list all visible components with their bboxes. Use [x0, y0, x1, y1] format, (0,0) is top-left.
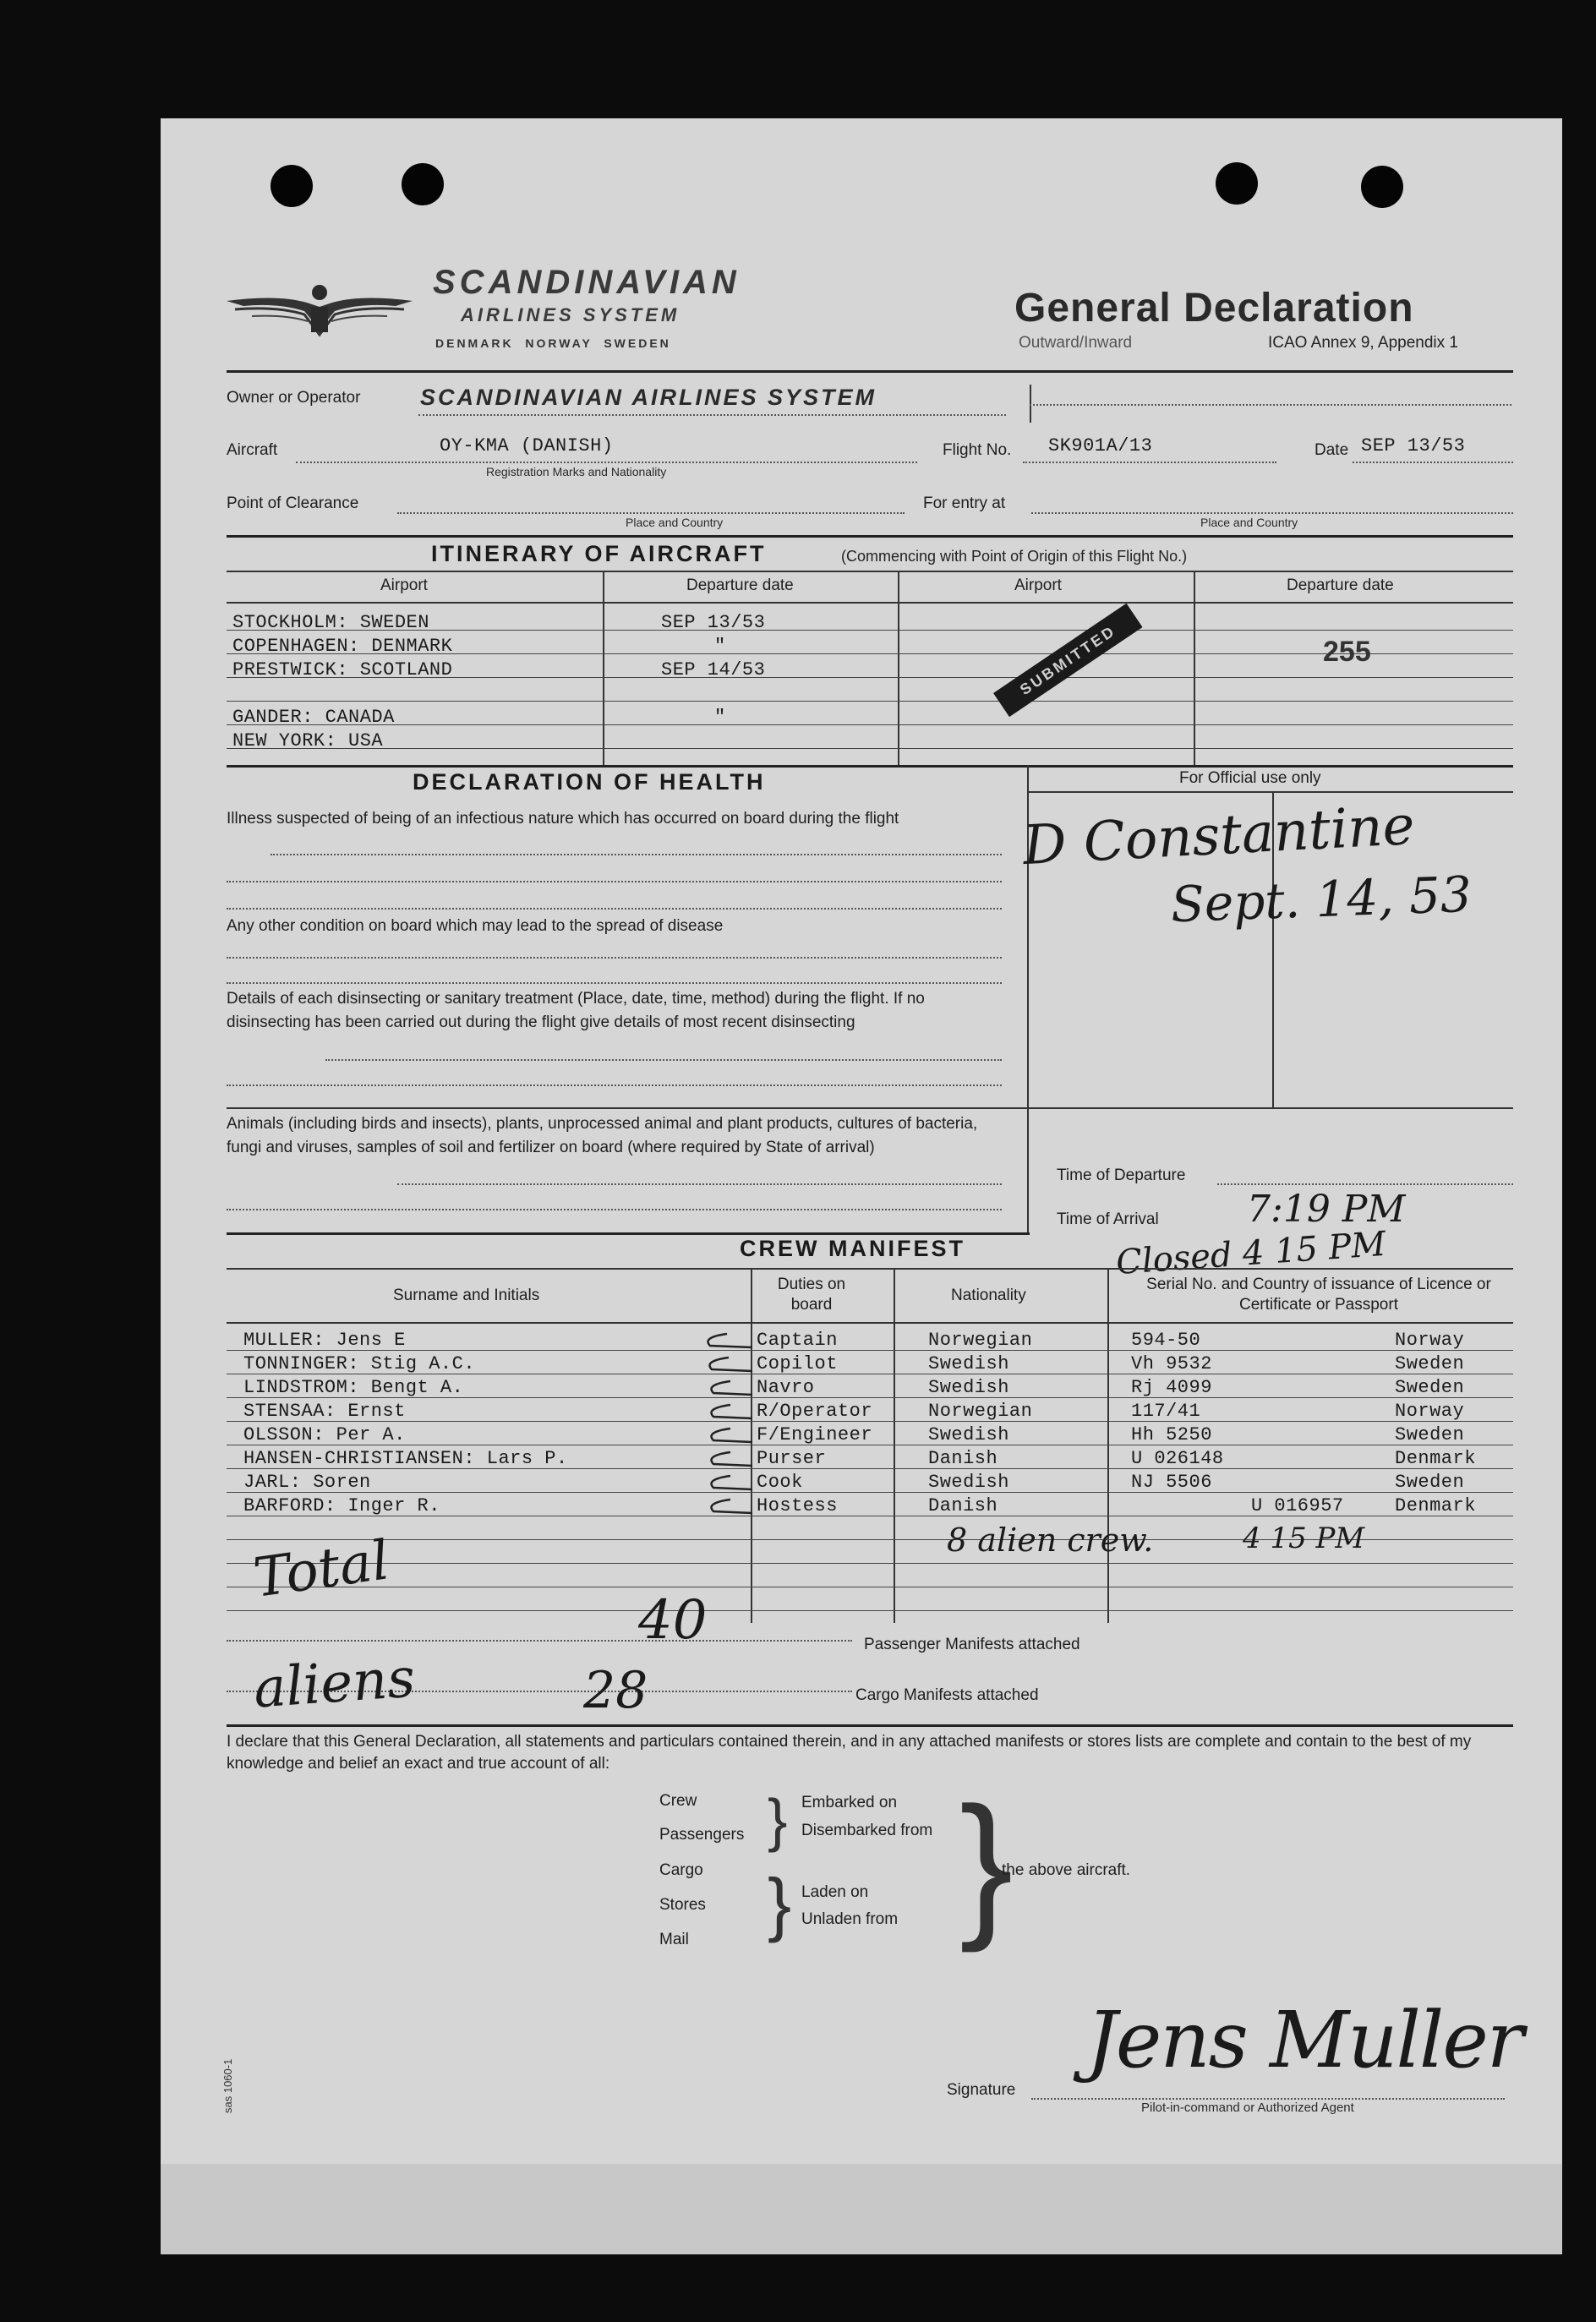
owner-value: SCANDINAVIAN AIRLINES SYSTEM — [420, 385, 877, 410]
health-line — [227, 1085, 1002, 1086]
passenger-manifest-label: Passenger Manifests attached — [864, 1636, 1080, 1653]
itin-header-date-1: Departure date — [686, 576, 794, 594]
crew-country: Sweden — [1395, 1424, 1465, 1445]
aircraft-label: Aircraft — [227, 441, 278, 459]
submitted-stamp: SUBMITTED — [993, 604, 1143, 717]
crew-name: TONNINGER: Stig A.C. — [243, 1353, 476, 1374]
crew-header-rule — [227, 1322, 1513, 1324]
itin-col-divider — [898, 571, 899, 765]
crew-duty: Captain — [757, 1330, 838, 1351]
crew-hand-time: 4 15 PM — [1243, 1522, 1365, 1555]
itin-header-date-2: Departure date — [1287, 576, 1394, 594]
cargo-manifest-label: Cargo Manifests attached — [855, 1686, 1039, 1704]
itin-row-line — [227, 748, 1513, 749]
itinerary-top-rule — [227, 535, 1513, 538]
official-signature: D Constantine — [1021, 794, 1417, 878]
itinerary-rule — [227, 571, 1513, 572]
crew-hand-note: 8 alien crew. — [947, 1522, 1154, 1559]
health-question-4: Animals (including birds and insects), plants, unprocessed animal and plant products, cultures of bacteria, fungi and viruses, samples of soil and fertilizer on board (where required by State of arrival) — [227, 1115, 978, 1156]
health-question-2: Any other condition on board which may lead to the spread of disease — [227, 917, 724, 935]
crew-nationality: Danish — [928, 1495, 998, 1516]
crew-country: Sweden — [1395, 1377, 1465, 1398]
date-line — [1353, 462, 1513, 463]
crew-header-serial: Serial No. and Country of issuance of Licence or Certificate or Passport — [1146, 1276, 1491, 1314]
crew-nationality: Swedish — [928, 1424, 1009, 1445]
itin-row-line — [227, 724, 1513, 725]
crew-country: Denmark — [1395, 1495, 1476, 1516]
crew-name: LINDSTROM: Bengt A. — [243, 1377, 464, 1398]
itinerary-header-rule — [227, 602, 1513, 604]
declaration-text: I declare that this General Declaration, all statements and particulars contained therein, and in any attached manifests or stores lists are complete and contain to the best of my knowledge and belief an exact and true account of all: — [227, 1733, 1472, 1773]
airline-name: SCANDINAVIAN — [433, 264, 741, 301]
health-line — [397, 1183, 1002, 1185]
itin-airport: COPENHAGEN: DENMARK — [232, 636, 453, 657]
check-marks-icon — [693, 1327, 761, 1522]
crew-name: OLSSON: Per A. — [243, 1424, 406, 1445]
decl-crew: Crew — [659, 1792, 697, 1810]
health-title: DECLARATION OF HEALTH — [413, 769, 766, 795]
crew-serial: Rj 4099 — [1131, 1377, 1212, 1398]
document-subtitle: Outward/Inward — [1019, 334, 1133, 352]
itin-airport: NEW YORK: USA — [232, 730, 384, 751]
itin-airport: GANDER: CANADA — [232, 707, 395, 728]
crew-row-line — [227, 1492, 1513, 1493]
decl-cargo: Cargo — [659, 1861, 703, 1879]
itinerary-handwritten-number: 255 — [1323, 636, 1371, 668]
page-bottom-band — [161, 2164, 1562, 2254]
health-question-1: Illness suspected of being of an infectious nature which has occurred on board during the flight — [227, 810, 899, 828]
date-label: Date — [1315, 441, 1349, 459]
crew-country: Norway — [1395, 1330, 1465, 1351]
itin-date: " — [714, 707, 726, 728]
crew-header-name: Surname and Initials — [393, 1287, 540, 1304]
itin-date: " — [714, 636, 726, 657]
official-header: For Official use only — [1179, 769, 1321, 787]
health-line — [227, 1209, 1002, 1210]
decl-disembarked: Disembarked from — [801, 1822, 933, 1839]
crew-col-divider — [1107, 1268, 1109, 1623]
owner-line — [418, 414, 1006, 416]
brace-1-icon: } — [768, 1787, 788, 1853]
decl-mail: Mail — [659, 1931, 689, 1948]
health-rule — [227, 1107, 1513, 1109]
health-line — [227, 908, 1002, 910]
clearance-label: Point of Clearance — [227, 494, 359, 512]
crew-duty: Navro — [757, 1377, 815, 1398]
entry-label: For entry at — [923, 494, 1006, 512]
decl-stores: Stores — [659, 1896, 706, 1914]
crew-top-rule — [227, 1232, 1030, 1235]
decl-laden: Laden on — [801, 1883, 869, 1901]
crew-name: JARL: Soren — [243, 1472, 371, 1493]
aircraft-value: OY-KMA (DANISH) — [440, 435, 614, 456]
health-line — [271, 854, 1002, 855]
closed-note: Closed 4 15 PM — [1114, 1224, 1387, 1283]
crew-nationality: Swedish — [928, 1377, 1009, 1398]
crew-name: STENSAA: Ernst — [243, 1401, 406, 1422]
document-page — [161, 118, 1562, 2254]
crew-duty: Copilot — [757, 1353, 838, 1374]
itin-airport: STOCKHOLM: SWEDEN — [232, 612, 429, 633]
health-question-3: Details of each disinsecting or sanitary treatment (Place, date, time, method) during the flight. If no disinsecting has been carried out during the flight give details of most recent disinsecting — [227, 990, 925, 1031]
crew-row-line — [227, 1610, 1513, 1611]
itin-header-airport-2: Airport — [1014, 576, 1062, 594]
crew-country: Denmark — [1395, 1448, 1476, 1469]
itin-date: SEP 13/53 — [661, 612, 766, 633]
crew-nationality: Norwegian — [928, 1401, 1033, 1422]
crew-country: Sweden — [1395, 1472, 1465, 1493]
date-value: SEP 13/53 — [1361, 435, 1466, 456]
crew-nationality: Norwegian — [928, 1330, 1033, 1351]
brace-2-icon: } — [768, 1864, 792, 1943]
crew-duty: Cook — [757, 1472, 803, 1493]
icao-reference: ICAO Annex 9, Appendix 1 — [1268, 334, 1458, 352]
crew-serial: Hh 5250 — [1131, 1424, 1212, 1445]
brace-3-icon: } — [959, 1774, 1014, 1953]
itinerary-title: ITINERARY OF AIRCRAFT — [431, 541, 767, 566]
owner-line-right — [1030, 404, 1511, 406]
crew-country: Norway — [1395, 1401, 1465, 1422]
departure-time-line — [1217, 1183, 1513, 1185]
itin-airport: PRESTWICK: SCOTLAND — [232, 659, 453, 680]
crew-duty: Purser — [757, 1448, 827, 1469]
crew-serial: 117/41 — [1131, 1401, 1201, 1422]
crew-name: BARFORD: Inger R. — [243, 1495, 440, 1516]
pilot-signature: Jens Muller — [1086, 1995, 1522, 2085]
decl-above-aircraft: the above aircraft. — [1002, 1861, 1131, 1879]
official-date: Sept. 14, 53 — [1169, 865, 1473, 934]
crew-duty: F/Engineer — [757, 1424, 873, 1445]
itin-header-airport-1: Airport — [380, 576, 428, 594]
manifest-hand-b: 40 — [638, 1589, 708, 1652]
punch-hole — [1361, 166, 1403, 208]
flight-label: Flight No. — [943, 441, 1012, 459]
header-rule — [227, 370, 1513, 373]
punch-hole — [402, 163, 444, 205]
aircraft-caption: Registration Marks and Nationality — [486, 465, 667, 478]
arrival-time-label: Time of Arrival — [1057, 1210, 1159, 1228]
clearance-caption: Place and Country — [626, 516, 724, 529]
crew-duty: R/Operator — [757, 1401, 873, 1422]
crew-row-line — [227, 1350, 1513, 1351]
departure-time-label: Time of Departure — [1057, 1166, 1186, 1184]
crew-serial: U 026148 — [1131, 1448, 1224, 1469]
crew-serial: NJ 5506 — [1131, 1472, 1212, 1493]
crew-serial: 594-50 — [1131, 1330, 1201, 1351]
crew-header-duties: Duties on board — [777, 1276, 846, 1314]
crew-col-divider — [894, 1268, 895, 1623]
punch-hole — [271, 165, 313, 207]
manifest-hand-a: Total — [249, 1529, 393, 1610]
signature-label: Signature — [947, 2081, 1016, 2099]
crew-nationality: Swedish — [928, 1353, 1009, 1374]
crew-name: HANSEN-CHRISTIANSEN: Lars P. — [243, 1448, 568, 1469]
crew-row-line — [227, 1563, 1513, 1564]
official-header-rule — [1027, 791, 1513, 793]
itin-date: SEP 14/53 — [661, 659, 766, 680]
health-line — [227, 982, 1002, 984]
aircraft-line — [296, 462, 917, 463]
form-number: sas 1060-1 — [221, 2058, 234, 2113]
health-top-rule — [227, 765, 1513, 768]
health-line — [227, 881, 1002, 882]
flight-value: SK901A/13 — [1048, 435, 1153, 456]
punch-hole — [1216, 162, 1258, 205]
crew-rule — [227, 1268, 1513, 1270]
arrival-time-value: 7:19 PM — [1247, 1188, 1406, 1231]
itin-col-divider — [1194, 571, 1195, 765]
decl-passengers: Passengers — [659, 1826, 745, 1844]
airline-subname: AIRLINES SYSTEM — [461, 304, 680, 325]
health-line — [325, 1059, 1002, 1061]
crew-nationality: Swedish — [928, 1472, 1009, 1493]
crew-serial: U 016957 — [1251, 1495, 1344, 1516]
crew-nationality: Danish — [928, 1448, 998, 1469]
crew-name: MULLER: Jens E — [243, 1330, 406, 1351]
manifest-hand-d: 28 — [583, 1661, 648, 1720]
entry-line — [1031, 512, 1513, 514]
crew-country: Sweden — [1395, 1353, 1465, 1374]
document-title: General Declaration — [1014, 286, 1414, 331]
manifest-hand-c: aliens — [251, 1647, 418, 1721]
crew-title: CREW MANIFEST — [740, 1236, 965, 1261]
declaration-rule — [227, 1724, 1513, 1727]
passenger-manifest-line — [227, 1640, 852, 1642]
itinerary-subtitle: (Commencing with Point of Origin of this Flight No.) — [841, 548, 1188, 565]
crew-duty: Hostess — [757, 1495, 838, 1516]
crew-header-nationality: Nationality — [951, 1287, 1026, 1304]
decl-unladen: Unladen from — [801, 1910, 899, 1928]
clearance-line — [397, 512, 905, 514]
crew-serial: Vh 9532 — [1131, 1353, 1212, 1374]
airline-logo-icon — [227, 269, 413, 345]
decl-embarked: Embarked on — [801, 1794, 898, 1811]
flight-line — [1023, 462, 1276, 463]
itin-col-divider — [603, 571, 604, 765]
entry-caption: Place and Country — [1200, 516, 1298, 529]
owner-label: Owner or Operator — [227, 389, 361, 407]
signature-caption: Pilot-in-command or Authorized Agent — [1141, 2101, 1354, 2115]
itin-row-line — [227, 701, 1513, 702]
signature-line — [1031, 2098, 1505, 2100]
health-line — [227, 957, 1002, 959]
airline-countries: DENMARK NORWAY SWEDEN — [435, 336, 671, 350]
